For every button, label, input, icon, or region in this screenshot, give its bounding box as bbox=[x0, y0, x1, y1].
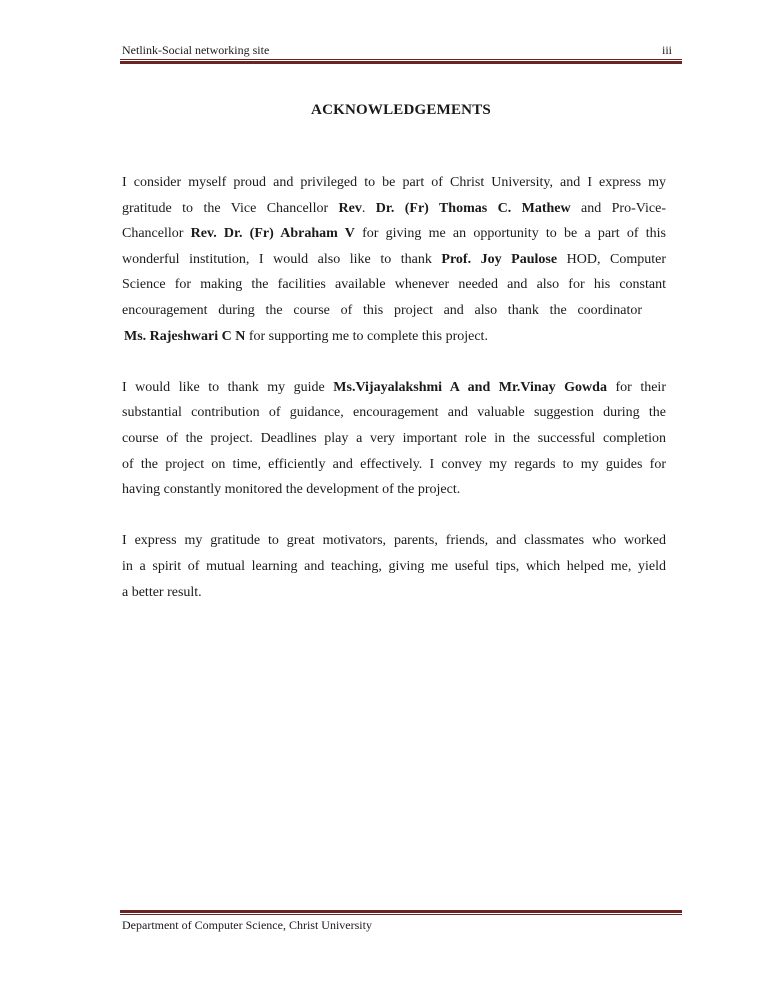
running-header-title: Netlink-Social networking site bbox=[122, 43, 270, 57]
text-line: course of the project. Deadlines play a very important role in the successful completion bbox=[122, 430, 666, 446]
text-line: a better result. bbox=[122, 584, 202, 600]
name-highlight: Prof. Joy Paulose bbox=[441, 251, 558, 267]
footer-rule bbox=[120, 910, 682, 915]
name-highlight: Dr. (Fr) Thomas C. Mathew bbox=[375, 200, 571, 216]
text-line: Chancellor Rev. Dr. (Fr) Abraham V for giving me an opportunity to be a part of this bbox=[122, 226, 666, 242]
running-footer: Department of Computer Science, Christ University bbox=[122, 918, 372, 932]
text-line: having constantly monitored the development of the project. bbox=[122, 482, 461, 498]
paragraph-2 bbox=[122, 375, 666, 503]
text-line: Ms. Rajeshwari C N for supporting me to complete this project. bbox=[124, 328, 488, 344]
text-line: of the project on time, efficiently and effectively. I convey my regards to my guides for bbox=[122, 456, 666, 472]
text-line: I express my gratitude to great motivators, parents, friends, and classmates who worked bbox=[122, 533, 666, 549]
text-line: encouragement during the course of this project and also thank the coordinator bbox=[122, 302, 642, 318]
name-highlight: Rev bbox=[338, 200, 362, 216]
page-number: iii bbox=[661, 43, 672, 57]
text-line: I consider myself proud and privileged to be part of Christ University, and I express my bbox=[122, 175, 666, 190]
text-line: wonderful institution, I would also like to thank Prof. Joy Paulose HOD, Computer bbox=[122, 251, 666, 267]
header-rule bbox=[120, 59, 682, 64]
name-highlight: Ms. Rajeshwari C N bbox=[124, 328, 246, 344]
paragraph-3 bbox=[122, 528, 666, 605]
text-line: substantial contribution of guidance, encouragement and valuable suggestion during the bbox=[122, 405, 666, 421]
name-highlight: Rev. Dr. (Fr) Abraham V bbox=[190, 226, 355, 242]
text-line: gratitude to the Vice Chancellor Rev. Dr. (Fr) Thomas C. Mathew and Pro-Vice- bbox=[122, 200, 666, 216]
name-highlight: Ms.Vijayalakshmi A and Mr.Vinay Gowda bbox=[333, 379, 607, 395]
acknowledgement-body bbox=[122, 170, 680, 605]
paragraph-1 bbox=[122, 170, 666, 349]
text-line: Science for making the facilities available whenever needed and also for his constant bbox=[122, 277, 666, 293]
text-line: I would like to thank my guide Ms.Vijayalakshmi A and Mr.Vinay Gowda for their bbox=[122, 379, 666, 395]
text-line: in a spirit of mutual learning and teaching, giving me useful tips, which helped me, yield bbox=[122, 558, 666, 574]
page-title: ACKNOWLEDGEMENTS bbox=[311, 102, 491, 118]
